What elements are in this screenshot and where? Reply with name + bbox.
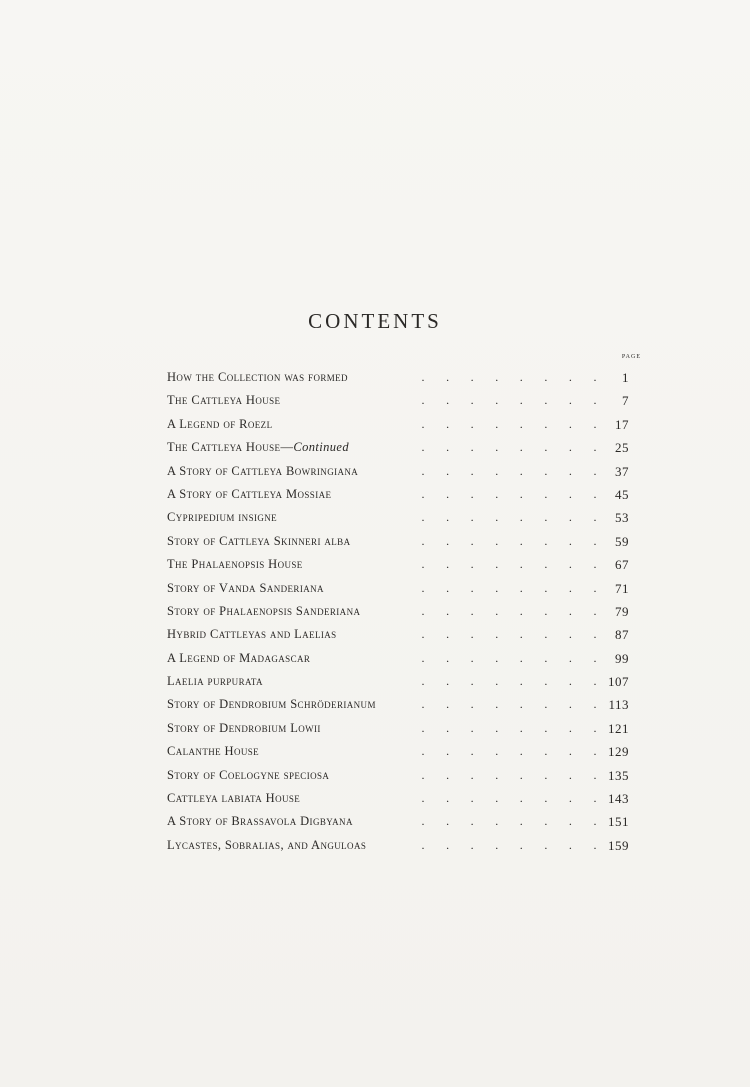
toc-entry-title bbox=[167, 577, 324, 600]
dot-leader: . . . . . . . . bbox=[421, 440, 597, 455]
dot-leader: . . . . . . . . bbox=[421, 674, 597, 689]
toc-entry-page-number: 45 bbox=[615, 486, 629, 502]
toc-entry-title-text: A Story of Brassavola Digbyana bbox=[167, 814, 353, 829]
toc-entry-title bbox=[167, 389, 280, 412]
dot-leader: . . . . . . . . bbox=[421, 650, 597, 665]
toc-entry-title bbox=[167, 413, 272, 436]
toc-entry-title bbox=[167, 460, 358, 483]
toc-entry bbox=[167, 810, 629, 833]
toc-entry bbox=[167, 413, 629, 436]
toc-entry-page-number: 113 bbox=[608, 697, 629, 713]
toc-entry bbox=[167, 647, 629, 670]
toc-entry bbox=[167, 389, 629, 412]
toc-entry bbox=[167, 553, 629, 576]
toc-entry-page-number: 79 bbox=[615, 603, 629, 619]
dot-leader: . . . . . . . . bbox=[421, 557, 597, 572]
dot-leader: . . . . . . . . bbox=[421, 767, 597, 782]
dot-leader: . . . . . . . . bbox=[421, 744, 597, 759]
toc-entry-page-number: 159 bbox=[608, 837, 629, 853]
toc-entry-title-text: Story of Coelogyne speciosa bbox=[167, 767, 330, 782]
toc-entry-title bbox=[167, 670, 263, 693]
toc-entry-title bbox=[167, 810, 353, 833]
dot-leader: . . . . . . . . bbox=[421, 393, 597, 408]
dot-leader: . . . . . . . . bbox=[421, 627, 597, 642]
toc-entry bbox=[167, 834, 629, 857]
toc-entry-page-number: 67 bbox=[615, 557, 629, 573]
toc-entry-title bbox=[167, 506, 277, 529]
toc-entry-title-text: The Cattleya House— bbox=[167, 440, 294, 455]
dot-leader: . . . . . . . . bbox=[421, 486, 597, 501]
toc-entry bbox=[167, 787, 629, 810]
dot-leader: . . . . . . . . bbox=[421, 580, 597, 595]
page-column-header: page bbox=[621, 350, 641, 360]
toc-entry-page-number: 87 bbox=[615, 627, 629, 643]
toc-entry bbox=[167, 717, 629, 740]
toc-entry-page-number: 129 bbox=[608, 744, 629, 760]
toc-entry bbox=[167, 530, 629, 553]
toc-entry-title bbox=[167, 600, 360, 623]
table-of-contents bbox=[167, 366, 629, 857]
toc-entry-title bbox=[167, 483, 331, 506]
toc-entry-title bbox=[167, 436, 349, 459]
dot-leader: . . . . . . . . bbox=[421, 370, 597, 384]
toc-entry-page-number: 59 bbox=[615, 533, 629, 549]
toc-entry-page-number: 53 bbox=[615, 510, 629, 526]
toc-entry-page-number: 107 bbox=[608, 674, 629, 690]
dot-leader: . . . . . . . . bbox=[421, 814, 597, 829]
toc-entry-page-number: 99 bbox=[615, 650, 629, 666]
dot-leader: . . . . . . . . bbox=[421, 791, 597, 806]
toc-entry bbox=[167, 693, 629, 716]
toc-entry-title-text: Lycastes, Sobralias, and Anguloas bbox=[167, 837, 367, 852]
toc-entry-title-text: The Phalaenopsis House bbox=[167, 557, 303, 572]
toc-entry bbox=[167, 436, 629, 459]
toc-entry-title-text: A Legend of Roezl bbox=[167, 416, 273, 431]
toc-entry-title-text: Story of Vanda Sanderiana bbox=[167, 580, 324, 595]
dot-leader: . . . . . . . . bbox=[421, 837, 597, 852]
toc-entry-title bbox=[167, 366, 348, 389]
toc-entry-title-text: The Cattleya House bbox=[167, 393, 281, 408]
toc-entry bbox=[167, 577, 629, 600]
toc-entry-page-number: 17 bbox=[615, 416, 629, 432]
toc-entry-title-text: Story of Dendrobium Schröderianum bbox=[167, 697, 376, 712]
toc-entry-page-number: 1 bbox=[622, 370, 629, 385]
toc-entry bbox=[167, 764, 629, 787]
toc-entry-title bbox=[167, 693, 376, 716]
toc-entry-page-number: 121 bbox=[608, 720, 629, 736]
toc-entry-page-number: 71 bbox=[615, 580, 629, 596]
toc-entry-title-text: Story of Cattleya Skinneri alba bbox=[167, 533, 351, 548]
toc-entry-page-number: 135 bbox=[608, 767, 629, 783]
toc-entry-title-text: Cattleya labiata House bbox=[167, 791, 301, 806]
dot-leader: . . . . . . . . bbox=[421, 697, 597, 712]
toc-entry bbox=[167, 740, 629, 763]
toc-entry-title-text: Cypripedium insigne bbox=[167, 510, 278, 525]
toc-entry bbox=[167, 366, 629, 389]
toc-entry-title-text: Hybrid Cattleyas and Laelias bbox=[167, 627, 337, 642]
toc-entry-title-text: A Legend of Madagascar bbox=[167, 650, 311, 665]
toc-entry-page-number: 25 bbox=[615, 440, 629, 456]
toc-entry-title-suffix: Continued bbox=[293, 440, 350, 455]
toc-entry-title bbox=[167, 834, 366, 857]
toc-entry bbox=[167, 506, 629, 529]
toc-entry-title bbox=[167, 717, 321, 740]
toc-entry-title bbox=[167, 787, 300, 810]
toc-entry-title-text: Laelia purpurata bbox=[167, 674, 263, 689]
toc-entry-title bbox=[167, 647, 310, 670]
toc-entry-title-text: Story of Dendrobium Lowii bbox=[167, 720, 321, 735]
page-title: CONTENTS bbox=[308, 309, 442, 333]
toc-entry-title bbox=[167, 553, 303, 576]
toc-entry-page-number: 143 bbox=[608, 791, 629, 807]
dot-leader: . . . . . . . . bbox=[421, 510, 597, 525]
toc-entry-title-text: A Story of Cattleya Mossiae bbox=[167, 486, 332, 501]
dot-leader: . . . . . . . . bbox=[421, 463, 597, 478]
toc-entry-page-number: 37 bbox=[615, 463, 629, 479]
toc-entry-title bbox=[167, 740, 259, 763]
toc-entry-title bbox=[167, 530, 350, 553]
toc-entry bbox=[167, 483, 629, 506]
dot-leader: . . . . . . . . bbox=[421, 720, 597, 735]
toc-entry-page-number: 7 bbox=[622, 393, 629, 409]
toc-entry-page-number: 151 bbox=[608, 814, 629, 830]
dot-leader: . . . . . . . . bbox=[421, 603, 597, 618]
toc-entry-title-text: Story of Phalaenopsis Sanderiana bbox=[167, 603, 361, 618]
toc-entry bbox=[167, 460, 629, 483]
dot-leader: . . . . . . . . bbox=[421, 416, 597, 431]
toc-entry-title-text: How the Collection was formed bbox=[167, 370, 348, 384]
toc-entry-title bbox=[167, 764, 329, 787]
toc-entry-title-text: A Story of Cattleya Bowringiana bbox=[167, 463, 359, 478]
toc-entry-title bbox=[167, 623, 337, 646]
dot-leader: . . . . . . . . bbox=[421, 533, 597, 548]
toc-entry-title-text: Calanthe House bbox=[167, 744, 260, 759]
toc-entry bbox=[167, 670, 629, 693]
toc-entry bbox=[167, 600, 629, 623]
toc-entry bbox=[167, 623, 629, 646]
